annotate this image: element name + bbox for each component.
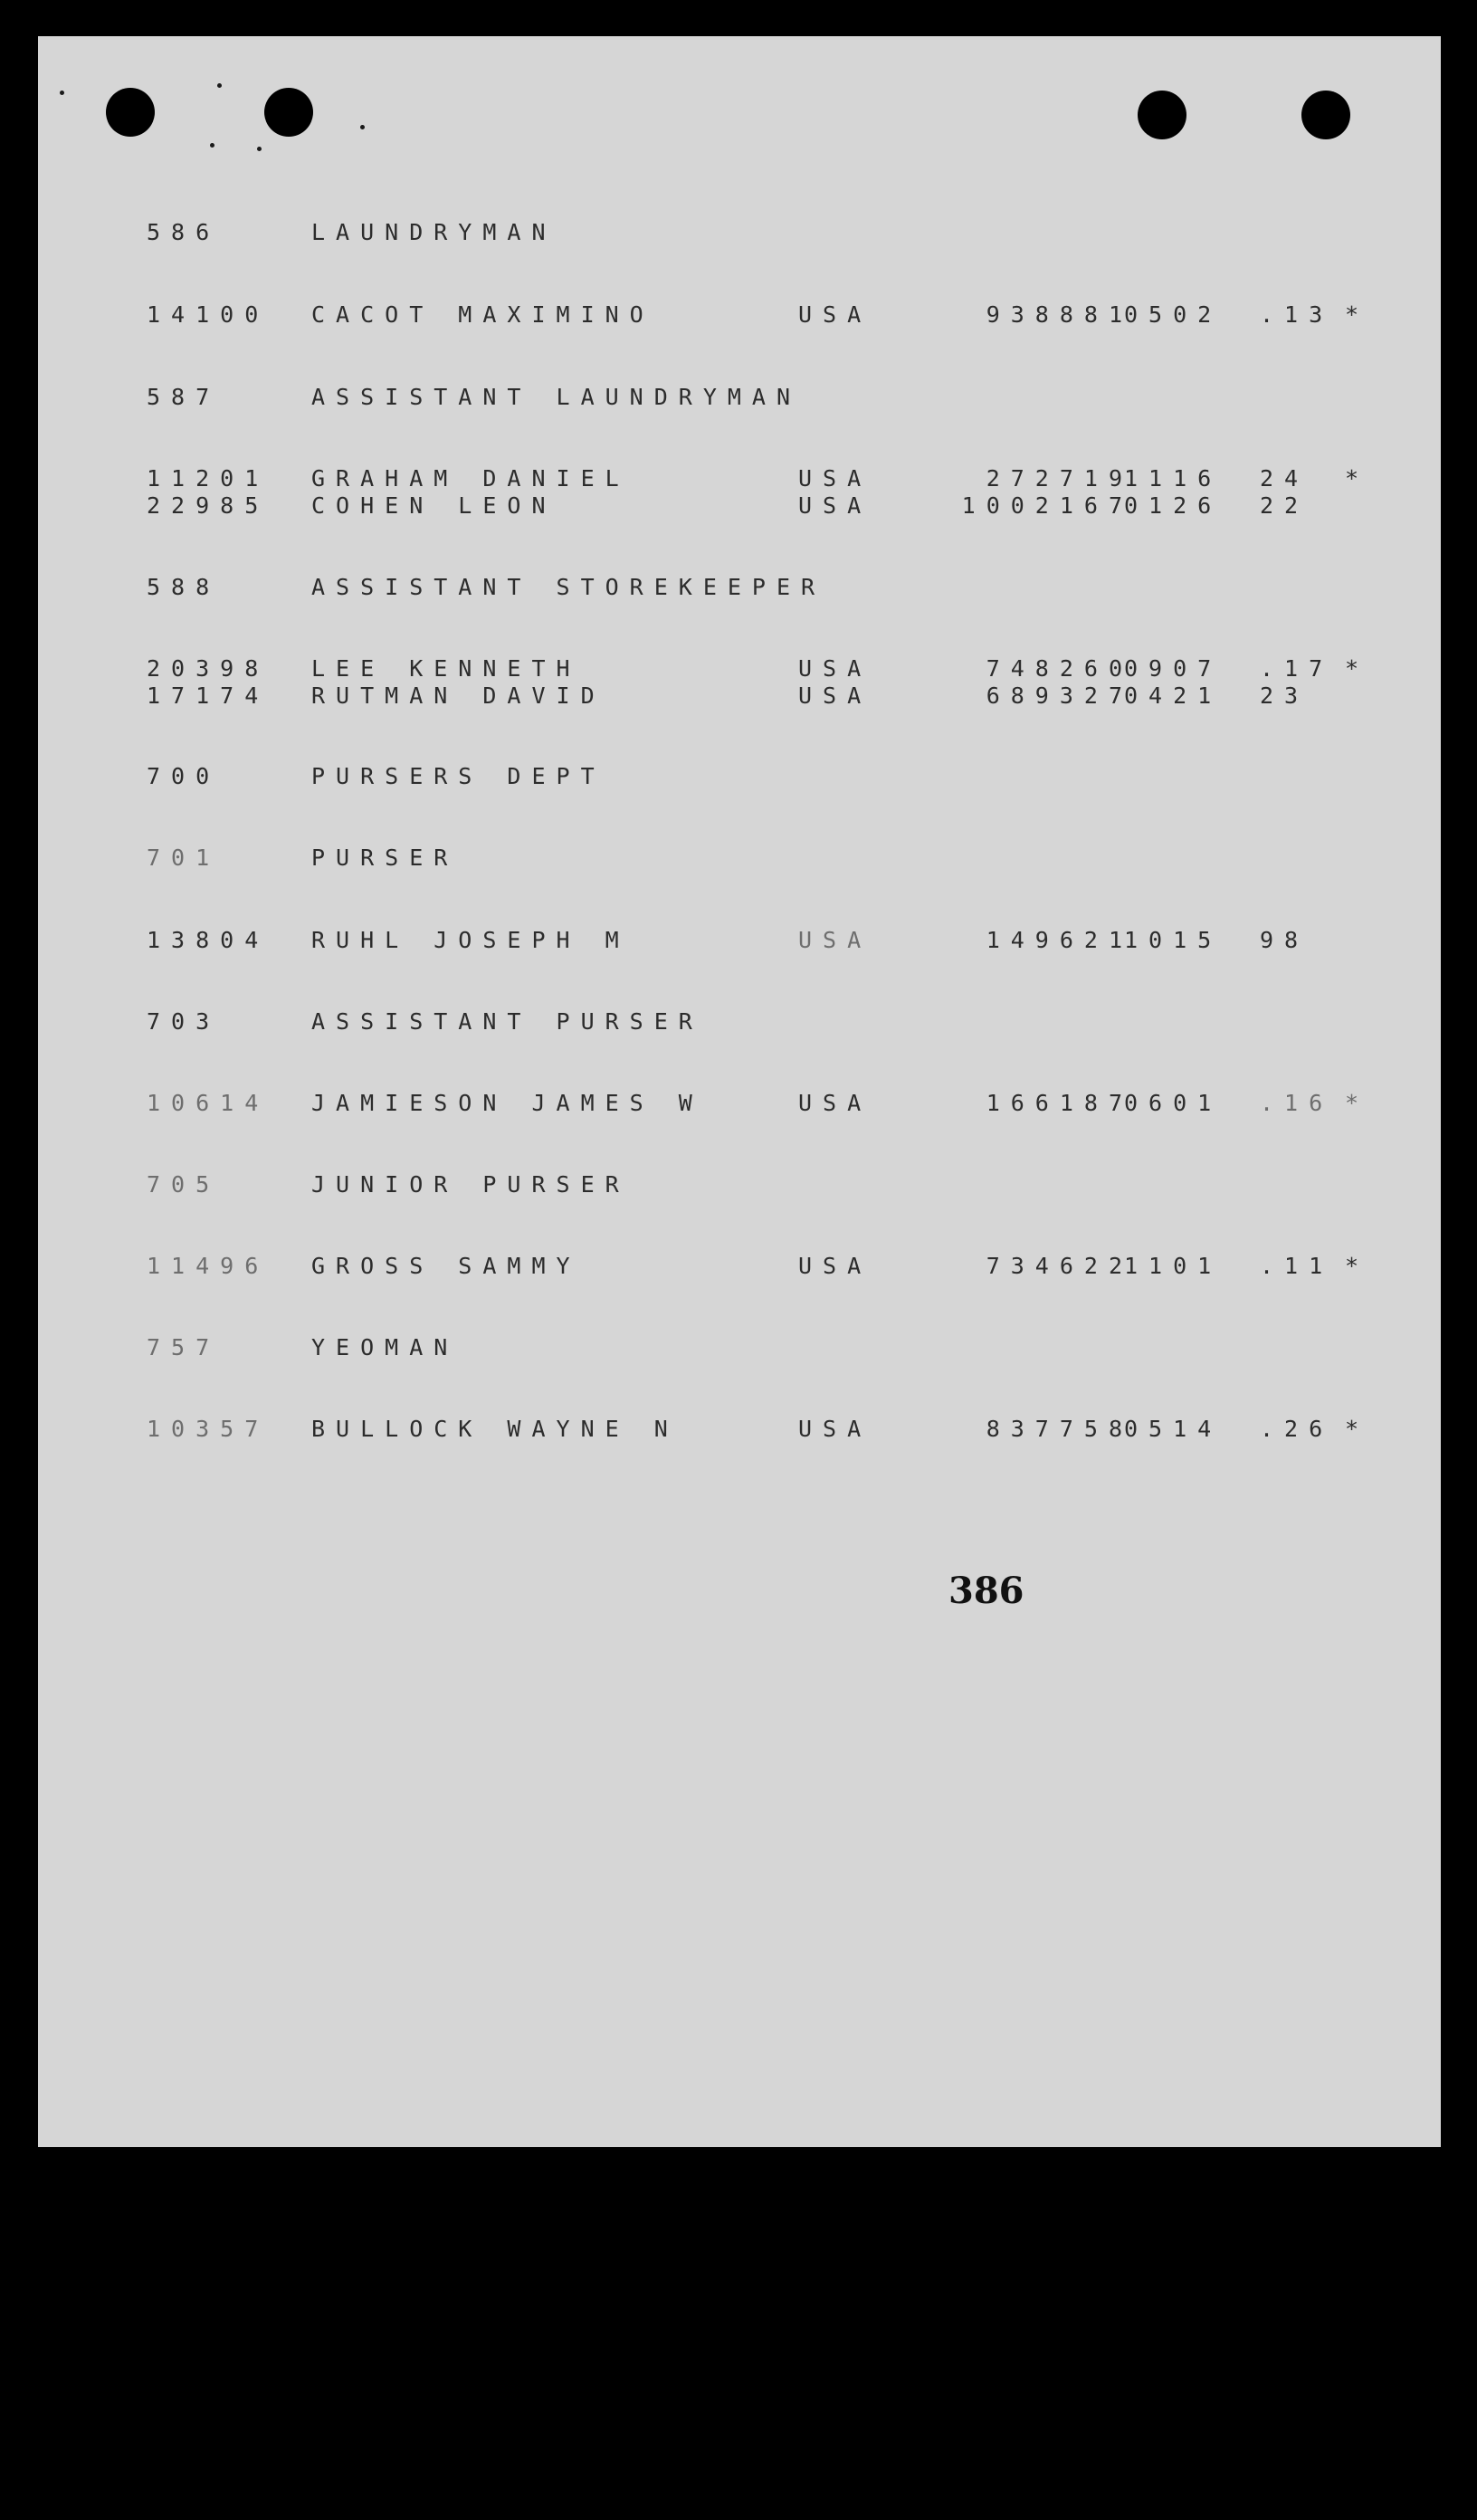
section-heading: [38, 1334, 1441, 1361]
record-number: 166187: [986, 1090, 1133, 1116]
record-date: 0502: [1124, 301, 1223, 328]
asterisk-mark: *: [1345, 655, 1370, 682]
section-title: ASSISTANT LAUNDRYMAN: [311, 384, 802, 410]
section-heading: [38, 845, 1441, 872]
record-id: 10357: [147, 1416, 270, 1442]
document-page: [38, 36, 1441, 2147]
section-heading: [38, 384, 1441, 411]
record-value: 22: [1260, 492, 1310, 519]
record-number: 1002167: [961, 492, 1133, 519]
table-row: [38, 492, 1441, 520]
record-date: 1101: [1124, 1253, 1223, 1279]
speck: [257, 147, 262, 151]
table-row: [38, 655, 1441, 682]
record-number: 748260: [986, 655, 1133, 682]
record-date: 1015: [1124, 927, 1223, 953]
punch-hole-right-2: [1301, 91, 1350, 139]
record-number: 938881: [986, 301, 1133, 328]
page-number: 386: [948, 1570, 1024, 1612]
table-row: [38, 301, 1441, 329]
speck: [360, 125, 365, 129]
section-code: 701: [147, 845, 221, 871]
section-heading: [38, 574, 1441, 601]
section-title: PURSERS DEPT: [311, 763, 605, 789]
nationality: USA: [798, 301, 872, 328]
asterisk-mark: *: [1345, 1090, 1370, 1116]
record-date: 0514: [1124, 1416, 1223, 1442]
table-row: [38, 1090, 1441, 1117]
record-date: 0126: [1124, 492, 1223, 519]
section-code: 700: [147, 763, 221, 789]
record-number: 149621: [986, 927, 1133, 953]
section-title: JUNIOR PURSER: [311, 1171, 630, 1198]
nationality: USA: [798, 927, 872, 953]
record-value: 23: [1260, 682, 1310, 709]
record-value: .17: [1260, 655, 1334, 682]
record-value: .26: [1260, 1416, 1334, 1442]
table-row: [38, 1416, 1441, 1443]
table-row: [38, 927, 1441, 954]
section-heading: [38, 763, 1441, 790]
nationality: USA: [798, 1253, 872, 1279]
asterisk-mark: *: [1345, 465, 1370, 492]
person-name: BULLOCK WAYNE N: [311, 1416, 679, 1442]
record-id: 13804: [147, 927, 270, 953]
record-date: 1116: [1124, 465, 1223, 492]
record-id: 22985: [147, 492, 270, 519]
person-name: RUHL JOSEPH M: [311, 927, 630, 953]
table-row: [38, 465, 1441, 492]
person-name: LEE KENNETH: [311, 655, 581, 682]
record-id: 11201: [147, 465, 270, 492]
section-title: YEOMAN: [311, 1334, 459, 1360]
asterisk-mark: *: [1345, 1253, 1370, 1279]
section-heading: [38, 219, 1441, 246]
nationality: USA: [798, 1090, 872, 1116]
punch-hole-left-2: [264, 88, 313, 137]
record-number: 689327: [986, 682, 1133, 709]
section-heading: [38, 1171, 1441, 1198]
section-code: 703: [147, 1008, 221, 1035]
person-name: RUTMAN DAVID: [311, 682, 605, 709]
record-date: 0421: [1124, 682, 1223, 709]
section-heading: [38, 1008, 1441, 1036]
record-value: .16: [1260, 1090, 1334, 1116]
punch-hole-right-1: [1138, 91, 1186, 139]
record-id: 10614: [147, 1090, 270, 1116]
record-id: 20398: [147, 655, 270, 682]
speck: [217, 83, 222, 88]
record-number: 837758: [986, 1416, 1133, 1442]
nationality: USA: [798, 1416, 872, 1442]
record-id: 14100: [147, 301, 270, 328]
asterisk-mark: *: [1345, 301, 1370, 328]
record-id: 11496: [147, 1253, 270, 1279]
section-title: PURSER: [311, 845, 459, 871]
speck: [210, 143, 214, 148]
nationality: USA: [798, 682, 872, 709]
nationality: USA: [798, 465, 872, 492]
person-name: GRAHAM DANIEL: [311, 465, 630, 492]
section-code: 587: [147, 384, 221, 410]
speck: [60, 91, 64, 95]
person-name: COHEN LEON: [311, 492, 557, 519]
table-row: [38, 1253, 1441, 1280]
person-name: CACOT MAXIMINO: [311, 301, 654, 328]
nationality: USA: [798, 492, 872, 519]
record-date: 0907: [1124, 655, 1223, 682]
section-code: 588: [147, 574, 221, 600]
record-id: 17174: [147, 682, 270, 709]
section-code: 757: [147, 1334, 221, 1360]
asterisk-mark: *: [1345, 1416, 1370, 1442]
person-name: GROSS SAMMY: [311, 1253, 581, 1279]
person-name: JAMIESON JAMES W: [311, 1090, 703, 1116]
section-title: ASSISTANT STOREKEEPER: [311, 574, 826, 600]
section-title: ASSISTANT PURSER: [311, 1008, 703, 1035]
record-number: 272719: [986, 465, 1133, 492]
section-code: 586: [147, 219, 221, 245]
record-value: 98: [1260, 927, 1310, 953]
record-date: 0601: [1124, 1090, 1223, 1116]
punch-hole-left-1: [106, 88, 155, 137]
record-number: 734622: [986, 1253, 1133, 1279]
section-title: LAUNDRYMAN: [311, 219, 557, 245]
record-value: 24: [1260, 465, 1310, 492]
section-code: 705: [147, 1171, 221, 1198]
record-value: .13: [1260, 301, 1334, 328]
nationality: USA: [798, 655, 872, 682]
record-value: .11: [1260, 1253, 1334, 1279]
table-row: [38, 682, 1441, 710]
